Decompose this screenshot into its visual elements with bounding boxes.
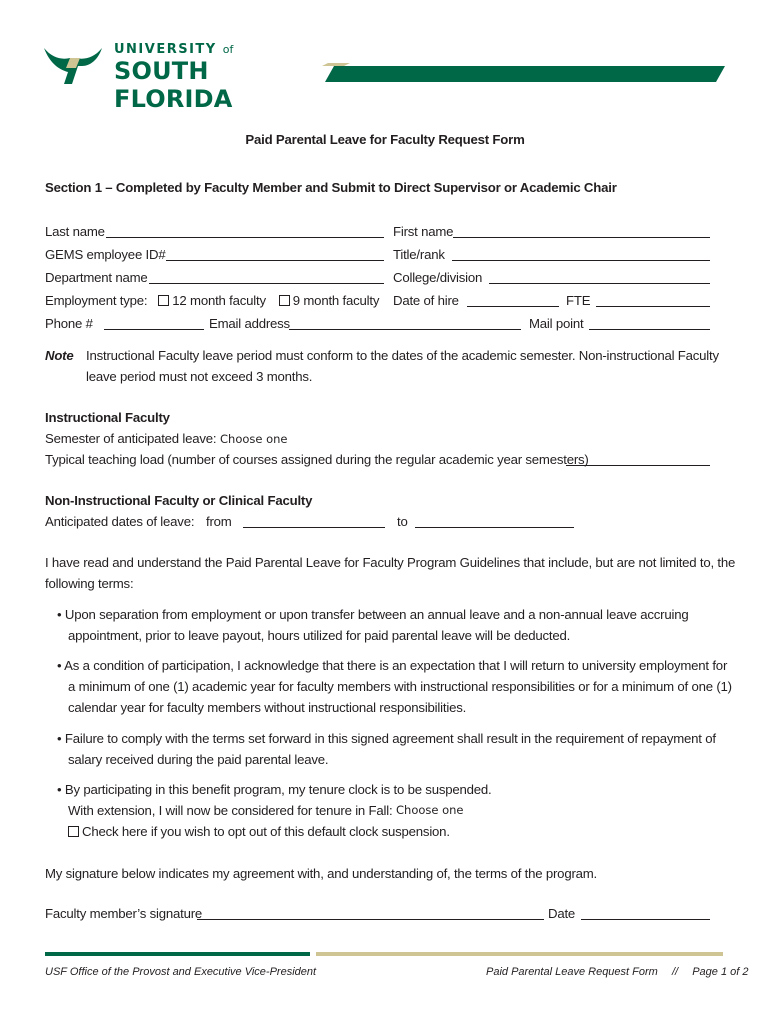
tenure-fall-select[interactable]: Choose one xyxy=(396,803,464,817)
email-field[interactable] xyxy=(289,329,521,330)
teaching-load-label: Typical teaching load (number of courses assigned during the regular academic year semesters) xyxy=(45,452,589,467)
date-of-hire-field[interactable] xyxy=(467,306,559,307)
to-label: to xyxy=(397,514,408,529)
signature-label: Faculty member’s signature xyxy=(45,906,203,921)
from-label: from xyxy=(206,514,232,529)
note-label: Note xyxy=(45,348,74,363)
header-stripe xyxy=(320,63,730,83)
employment-type-label: Employment type: xyxy=(45,293,148,308)
teaching-load-field[interactable] xyxy=(566,465,710,466)
opt-out-label: Check here if you wish to opt out of this default clock suspension. xyxy=(82,824,450,839)
to-date-field[interactable] xyxy=(415,527,574,528)
terms-intro-line2: following terms: xyxy=(45,576,134,591)
form-title: Paid Parental Leave for Faculty Request Form xyxy=(245,132,525,147)
bullet3-line1: • Failure to comply with the terms set forward in this signed agreement shall result in the requirement of repayment of xyxy=(57,731,716,746)
from-date-field[interactable] xyxy=(243,527,385,528)
signature-field[interactable] xyxy=(197,919,544,920)
note-line2: leave period must not exceed 3 months. xyxy=(86,369,313,384)
footer-rule-gold xyxy=(316,952,723,956)
instructional-heading: Instructional Faculty xyxy=(45,410,170,425)
mail-point-label: Mail point xyxy=(529,316,584,331)
first-name-field[interactable] xyxy=(453,237,710,238)
bullet4-line1: • By participating in this benefit program, my tenure clock is to be suspended. xyxy=(57,782,492,797)
bullet2-line2: a minimum of one (1) academic year for faculty members with instructional responsibilities or for a minimum of one (1) xyxy=(68,679,732,694)
semester-label: Semester of anticipated leave: xyxy=(45,431,217,446)
non-instructional-heading: Non-Instructional Faculty or Clinical Faculty xyxy=(45,493,313,508)
checkbox-9-month[interactable] xyxy=(279,295,290,306)
department-label: Department name xyxy=(45,270,148,285)
bull-horns-icon xyxy=(42,38,104,88)
terms-intro-line1: I have read and understand the Paid Parental Leave for Faculty Program Guidelines that include, but are not limited to, the xyxy=(45,555,736,570)
checkbox-12-month[interactable] xyxy=(158,295,169,306)
gems-id-field[interactable] xyxy=(166,260,384,261)
email-label: Email address xyxy=(209,316,290,331)
south-florida-text: SOUTH FLORIDA xyxy=(114,57,233,113)
footer-separator: // xyxy=(671,966,679,978)
title-rank-field[interactable] xyxy=(452,260,710,261)
date-of-hire-label: Date of hire xyxy=(393,293,459,308)
last-name-field[interactable] xyxy=(106,237,384,238)
gems-id-label: GEMS employee ID# xyxy=(45,247,166,262)
bullet2-line1: • As a condition of participation, I acknowledge that there is an expectation that I will return to university employment for xyxy=(57,658,728,673)
semester-select[interactable]: Choose one xyxy=(220,432,288,446)
footer-form-name: Paid Parental Leave Request Form xyxy=(486,966,658,978)
date-label: Date xyxy=(548,906,576,921)
footer-right xyxy=(486,966,748,978)
phone-field[interactable] xyxy=(104,329,204,330)
footer-office: USF Office of the Provost and Executive Vice-President xyxy=(45,966,317,978)
agreement-text: My signature below indicates my agreement with, and understanding of, the terms of the program. xyxy=(45,866,598,881)
signature-date-field[interactable] xyxy=(581,919,710,920)
footer-page-number: Page 1 of 2 xyxy=(692,966,749,978)
employment-type-row xyxy=(45,292,379,310)
anticipated-dates-label: Anticipated dates of leave: xyxy=(45,514,195,529)
bullet2-line3: calendar year for faculty members without instructional responsibilities. xyxy=(68,700,467,715)
college-field[interactable] xyxy=(489,283,710,284)
mail-point-field[interactable] xyxy=(589,329,710,330)
department-field[interactable] xyxy=(149,283,384,284)
title-rank-label: Title/rank xyxy=(393,247,445,262)
university-of-text: of xyxy=(222,43,234,56)
opt-out-checkbox[interactable] xyxy=(68,826,79,837)
usf-logo xyxy=(42,38,322,113)
bullet1-line2: appointment, prior to leave payout, hours utilized for paid parental leave will be deducted. xyxy=(68,628,571,643)
bullet1-line1: • Upon separation from employment or upon transfer between an annual leave and a non-annual leave accruing xyxy=(57,607,689,622)
fte-label: FTE xyxy=(566,293,591,308)
fte-field[interactable] xyxy=(596,306,710,307)
university-text: UNIVERSITY xyxy=(114,42,217,57)
note-line1: Instructional Faculty leave period must conform to the dates of the academic semester. Non-instructional Faculty xyxy=(86,348,719,363)
option-9-month-label: 9 month faculty xyxy=(292,293,380,308)
footer-rule-green xyxy=(45,952,310,956)
option-12-month-label: 12 month faculty xyxy=(172,293,266,308)
first-name-label: First name xyxy=(393,224,454,239)
bullet3-line2: salary received during the paid parental leave. xyxy=(68,752,329,767)
opt-out-row xyxy=(68,823,450,841)
phone-label: Phone # xyxy=(45,316,93,331)
section1-heading: Section 1 – Completed by Faculty Member and Submit to Direct Supervisor or Academic Chair xyxy=(45,180,617,195)
bullet4-line2: With extension, I will now be considered for tenure in Fall: xyxy=(68,803,393,818)
college-label: College/division xyxy=(393,270,483,285)
last-name-label: Last name xyxy=(45,224,105,239)
